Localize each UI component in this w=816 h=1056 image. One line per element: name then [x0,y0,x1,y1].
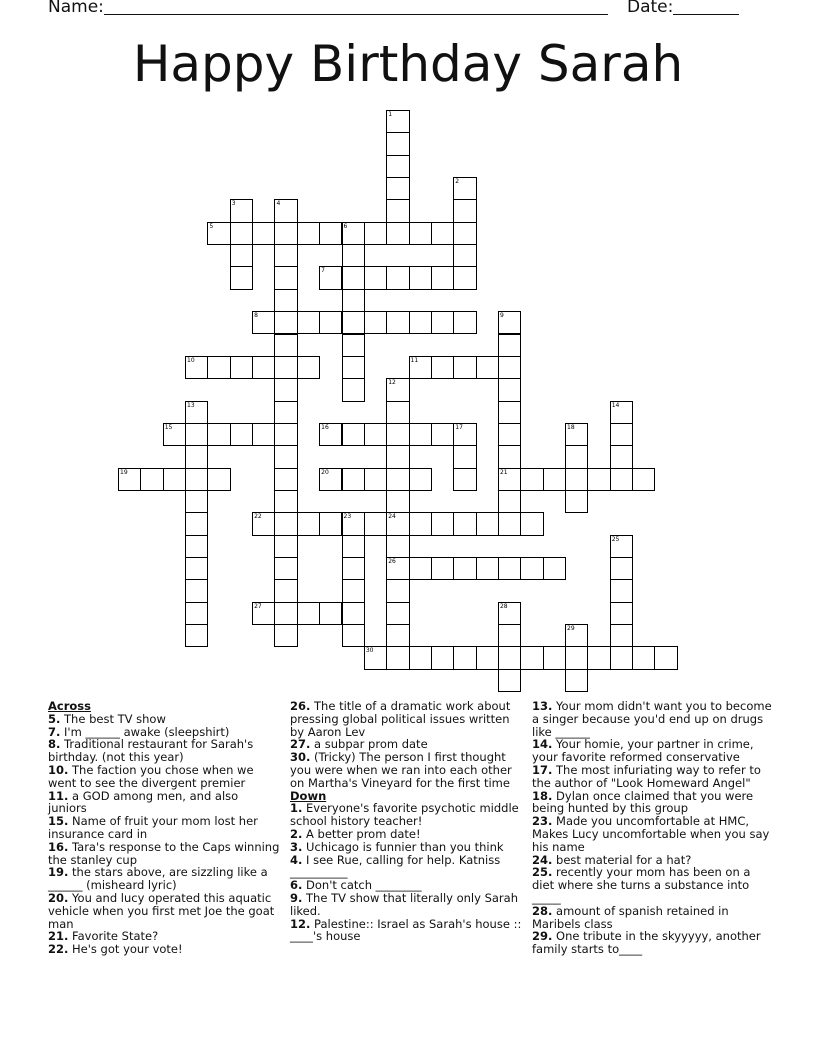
grid-cell[interactable] [453,311,476,334]
grid-cell[interactable] [342,378,365,401]
down-clue-list-continued [532,700,772,956]
clue-item-text: a subpar prom date [314,737,428,752]
clue-item-number: 2. [290,826,303,841]
clue-item-text: Palestine:: Israel as Sarah's house :: ____'s house [290,916,522,944]
clue-item [48,866,280,892]
grid-cell[interactable] [431,356,454,379]
clue-item [48,841,280,867]
grid-cell[interactable] [252,356,275,379]
grid-cell[interactable] [274,602,297,625]
clue-item-text: Tara's response to the Caps winning the stanley cup [48,839,280,867]
grid-cell[interactable] [274,334,297,357]
grid-cell[interactable] [230,222,253,245]
clue-item-text: Uchicago is funnier than you think [306,839,504,854]
clue-number: 4 [276,200,281,208]
grid-cell[interactable] [386,468,409,491]
grid-cell[interactable] [453,512,476,535]
grid-cell[interactable] [140,468,163,491]
grid-cell[interactable] [207,423,230,446]
grid-cell[interactable] [543,557,566,580]
clue-item [532,738,772,764]
grid-cell[interactable] [409,557,432,580]
grid-cell[interactable] [565,646,588,669]
grid-cell[interactable] [230,266,253,289]
grid-cell[interactable] [386,266,409,289]
clue-item-number: 21. [48,929,69,944]
name-label: Name: [48,0,104,17]
grid-cell[interactable] [386,423,409,446]
grid-cell[interactable] [453,445,476,468]
clue-item [532,905,772,931]
clue-item-text: a GOD among men, and also juniors [48,788,239,816]
grid-cell[interactable] [319,311,342,334]
grid-cell[interactable] [297,512,320,535]
clue-item-number: 12. [290,916,311,931]
clue-item-number: 24. [532,852,553,867]
grid-cell[interactable] [610,624,633,647]
grid-cell[interactable] [386,401,409,424]
grid-cell[interactable] [342,557,365,580]
clue-number: 26 [388,558,396,565]
grid-cell[interactable] [431,266,454,289]
grid-cell[interactable] [409,311,432,334]
grid-cell[interactable] [453,244,476,267]
grid-cell[interactable] [476,356,499,379]
clue-number: 15 [164,423,173,431]
across-clue-list [48,713,280,956]
grid-cell[interactable] [274,445,297,468]
grid-cell[interactable] [185,468,208,491]
grid-cell[interactable] [342,579,365,602]
grid-cell[interactable] [297,356,320,379]
grid-cell[interactable] [610,602,633,625]
grid-cell[interactable] [386,602,409,625]
grid-cell[interactable] [342,624,365,647]
grid-cell[interactable] [632,646,655,669]
grid-cell[interactable] [409,222,432,245]
grid-cell[interactable] [565,468,588,491]
grid-cell[interactable] [342,334,365,357]
grid-cell[interactable] [207,356,230,379]
grid-cell[interactable] [274,423,297,446]
clue-item-number: 15. [48,814,69,829]
clue-item-text: Name of fruit your mom lost her insurance card in [48,814,258,841]
clue-item-number: 23. [532,814,553,829]
clue-item [290,892,526,918]
grid-cell[interactable] [274,356,297,379]
clue-item-text: You and lucy operated this aquatic vehicle when you first met Joe the goat man [48,890,275,931]
grid-cell[interactable] [610,579,633,602]
clue-item-text: The faction you chose when we went to see the divergent premier [48,762,254,790]
grid-cell[interactable] [431,423,454,446]
grid-cell[interactable] [498,646,521,669]
grid-cell[interactable] [386,624,409,647]
grid-cell[interactable] [498,334,521,357]
clue-item-number: 26. [290,699,311,713]
grid-cell[interactable] [453,646,476,669]
clue-item [532,790,772,816]
grid-cell[interactable] [342,602,365,625]
clue-item-number: 6. [290,878,303,893]
grid-cell[interactable] [453,266,476,289]
grid-cell[interactable] [252,222,275,245]
grid-cell[interactable] [610,557,633,580]
grid-cell[interactable] [453,199,476,222]
grid-cell[interactable] [297,222,320,245]
clue-item [290,918,526,944]
grid-cell[interactable] [342,311,365,334]
grid-cell[interactable] [274,222,297,245]
down-clue-list [290,802,526,943]
grid-cell[interactable] [274,468,297,491]
clue-column-2 [290,700,526,943]
clue-item-text: Your mom didn't want you to become a singer because you'd end up on drugs like ______ [532,699,772,739]
clue-number: 11 [410,356,419,364]
grid-cell[interactable] [386,579,409,602]
grid-cell[interactable] [185,602,208,625]
clue-item-number: 20. [48,890,69,905]
grid-cell[interactable] [386,199,409,222]
grid-cell[interactable] [498,356,521,379]
grid-cell[interactable] [409,423,432,446]
grid-cell[interactable] [185,423,208,446]
across-heading: Across [48,699,91,713]
grid-cell[interactable] [498,423,521,446]
clue-number: 23 [343,513,352,521]
grid-cell[interactable] [386,535,409,558]
clue-item-text: Made you uncomfortable at HMC, Makes Lucy uncomfortable when you say his name [532,814,770,854]
clue-item-text: The title of a dramatic work about pressing global political issues written by Aaron Lev [290,699,511,739]
clue-number: 3 [231,200,236,208]
clue-item-number: 9. [290,890,303,905]
grid-cell[interactable] [342,244,365,267]
clue-item [48,943,280,956]
grid-cell[interactable] [319,512,342,535]
clue-item-number: 27. [290,737,311,752]
grid-cell[interactable] [364,222,387,245]
clue-number: 2 [455,178,460,186]
grid-cell[interactable] [185,445,208,468]
grid-cell[interactable] [185,535,208,558]
clue-item-number: 4. [290,852,303,867]
clue-column-1 [48,700,280,956]
clue-item-text: best material for a hat? [556,852,692,867]
grid-cell[interactable] [409,512,432,535]
clue-item-number: 7. [48,724,61,739]
grid-cell[interactable] [453,468,476,491]
clue-item-number: 1. [290,801,303,816]
grid-cell[interactable] [319,602,342,625]
grid-cell[interactable] [520,646,543,669]
grid-cell[interactable] [185,557,208,580]
clue-item-number: 14. [532,737,553,752]
clue-item-text: The TV show that literally only Sarah liked. [290,890,519,918]
grid-cell[interactable] [565,445,588,468]
clue-item [48,892,280,930]
grid-cell[interactable] [364,512,387,535]
clue-item-number: 29. [532,929,553,944]
clue-number: 20 [321,468,329,476]
grid-cell[interactable] [610,423,633,446]
grid-cell[interactable] [498,445,521,468]
grid-cell[interactable] [386,222,409,245]
clue-number: 16 [321,423,329,431]
grid-cell[interactable] [498,401,521,424]
grid-cell[interactable] [498,490,521,513]
clue-number: 12 [388,379,396,387]
clue-number: 8 [254,312,258,320]
clue-item-number: 30. [290,750,311,765]
clue-item-number: 13. [532,699,553,713]
clue-item-number: 25. [532,865,553,880]
clue-item-text: the stars above, are sizzling like a ______ (misheard lyric) [48,865,268,893]
grid-cell[interactable] [297,602,320,625]
clue-item [290,802,526,828]
clue-item-text: Your homie, your partner in crime, your favorite reformed conservative [532,737,754,765]
clue-item-text: Don't catch ________ [306,878,422,893]
clue-number: 24 [388,513,396,521]
grid-cell[interactable] [476,512,499,535]
grid-cell[interactable] [252,423,275,446]
grid-cell[interactable] [364,311,387,334]
clue-item-text: Dylan once claimed that you were being hunted by this group [532,788,754,816]
grid-cell[interactable] [342,266,365,289]
grid-cell[interactable] [274,490,297,513]
grid-cell[interactable] [543,468,566,491]
grid-cell[interactable] [565,669,588,692]
grid-cell[interactable] [453,222,476,245]
grid-cell[interactable] [185,579,208,602]
grid-cell[interactable] [431,512,454,535]
clue-item-text: I'm ______ awake (sleepshirt) [64,724,230,739]
grid-cell[interactable] [230,244,253,267]
clue-item [290,700,526,738]
grid-cell[interactable] [453,356,476,379]
grid-cell[interactable] [185,624,208,647]
clue-item-number: 10. [48,762,69,777]
grid-cell[interactable] [409,266,432,289]
grid-cell[interactable] [342,423,365,446]
grid-cell[interactable] [386,155,409,178]
clue-item-number: 3. [290,839,303,854]
clue-item-number: 8. [48,737,61,752]
clue-number: 19 [120,468,128,476]
clue-number: 7 [321,267,325,275]
clue-item [48,738,280,764]
grid-cell[interactable] [274,579,297,602]
grid-cell[interactable] [498,624,521,647]
grid-cell[interactable] [587,468,610,491]
clue-column-3 [532,700,772,956]
grid-cell[interactable] [207,468,230,491]
clue-item-text: Everyone's favorite psychotic middle school history teacher! [290,801,519,829]
grid-cell[interactable] [520,468,543,491]
clue-item-number: 11. [48,788,69,803]
clue-item-text: (Tricky) The person I first thought you were when we ran into each other on Martha's Vineyard for the first time [290,750,512,790]
clue-item-text: recently your mom has been on a diet where she turns a substance into _____ [532,865,751,905]
grid-cell[interactable] [386,445,409,468]
clue-item [48,815,280,841]
grid-cell[interactable] [610,468,633,491]
grid-cell[interactable] [274,244,297,267]
grid-cell[interactable] [498,512,521,535]
clue-number: 13 [187,401,195,409]
clue-number: 25 [611,535,620,543]
clue-item-text: The best TV show [64,711,166,726]
clue-number: 9 [499,312,504,320]
grid-cell[interactable] [520,557,543,580]
grid-cell[interactable] [342,289,365,312]
grid-cell[interactable] [230,423,253,446]
grid-cell[interactable] [610,646,633,669]
clue-item-number: 16. [48,839,69,854]
grid-cell[interactable] [409,468,432,491]
grid-cell[interactable] [274,266,297,289]
clue-number: 29 [567,625,575,633]
clue-item [290,751,526,789]
grid-cell[interactable] [386,646,409,669]
grid-cell[interactable] [185,512,208,535]
clue-item-number: 19. [48,865,69,880]
grid-cell[interactable] [565,490,588,513]
clue-item [48,790,280,816]
clue-item [532,700,772,738]
grid-cell[interactable] [543,646,566,669]
grid-cell[interactable] [274,289,297,312]
clue-number: 30 [365,647,374,655]
clue-item-number: 5. [48,711,61,726]
grid-cell[interactable] [274,311,297,334]
grid-cell[interactable] [520,512,543,535]
clue-number: 22 [254,513,262,521]
grid-cell[interactable] [185,490,208,513]
grid-cell[interactable] [364,266,387,289]
grid-cell[interactable] [274,378,297,401]
grid-cell[interactable] [386,490,409,513]
grid-cell[interactable] [610,445,633,468]
grid-cell[interactable] [431,646,454,669]
clue-item-text: He's got your vote! [72,942,183,957]
grid-cell[interactable] [342,356,365,379]
grid-cell[interactable] [386,132,409,155]
grid-cell[interactable] [431,311,454,334]
grid-cell[interactable] [431,222,454,245]
grid-cell[interactable] [163,468,186,491]
grid-cell[interactable] [386,177,409,200]
grid-cell[interactable] [498,557,521,580]
grid-cell[interactable] [386,311,409,334]
grid-cell[interactable] [230,356,253,379]
grid-cell[interactable] [342,535,365,558]
grid-cell[interactable] [632,468,655,491]
clue-number: 21 [499,468,508,476]
clue-item-number: 17. [532,762,553,777]
clue-number: 17 [455,423,463,431]
grid-cell[interactable] [364,423,387,446]
clue-item-text: One tribute in the skyyyyy, another family starts to____ [532,929,761,957]
grid-cell[interactable] [476,646,499,669]
clue-item [532,815,772,853]
grid-cell[interactable] [498,378,521,401]
grid-cell[interactable] [453,557,476,580]
clue-item [532,866,772,904]
grid-cell[interactable] [297,311,320,334]
grid-cell[interactable] [274,401,297,424]
grid-cell[interactable] [431,557,454,580]
grid-cell[interactable] [654,646,677,669]
clue-item-text: A better prom date! [306,826,421,841]
clue-item-number: 28. [532,903,553,918]
grid-cell[interactable] [274,512,297,535]
clue-item [48,764,280,790]
clue-item-text: amount of spanish retained in Maribels class [532,903,729,931]
clue-item-text: Traditional restaurant for Sarah's birthday. (not this year) [48,737,254,765]
grid-cell[interactable] [364,468,387,491]
clue-number: 28 [499,602,508,610]
clue-item-text: Favorite State? [72,929,159,944]
grid-cell[interactable] [476,557,499,580]
clue-item [290,854,526,880]
date-label: Date: [627,0,674,17]
grid-cell[interactable] [342,468,365,491]
clue-number: 18 [567,423,575,431]
grid-cell[interactable] [274,557,297,580]
grid-cell[interactable] [319,222,342,245]
clue-number: 27 [254,602,262,610]
down-heading: Down [290,788,327,803]
grid-cell[interactable] [409,646,432,669]
grid-cell[interactable] [587,646,610,669]
grid-cell[interactable] [498,669,521,692]
grid-cell[interactable] [274,535,297,558]
page-title: Happy Birthday Sarah [132,35,684,93]
clue-number: 10 [187,356,195,364]
clue-item-number: 18. [532,788,553,803]
across-clue-list-continued [290,700,526,790]
clue-number: 5 [209,222,214,230]
grid-cell[interactable] [274,624,297,647]
clue-item-text: The most infuriating way to refer to the author of "Look Homeward Angel" [532,762,761,790]
clue-item-text: I see Rue, calling for help. Katniss __________ [290,852,501,880]
clue-item [532,930,772,956]
clue-item [532,764,772,790]
clue-item-number: 22. [48,942,69,957]
clue-number: 6 [343,222,348,230]
clue-number: 1 [388,111,393,118]
clue-number: 14 [611,401,620,409]
